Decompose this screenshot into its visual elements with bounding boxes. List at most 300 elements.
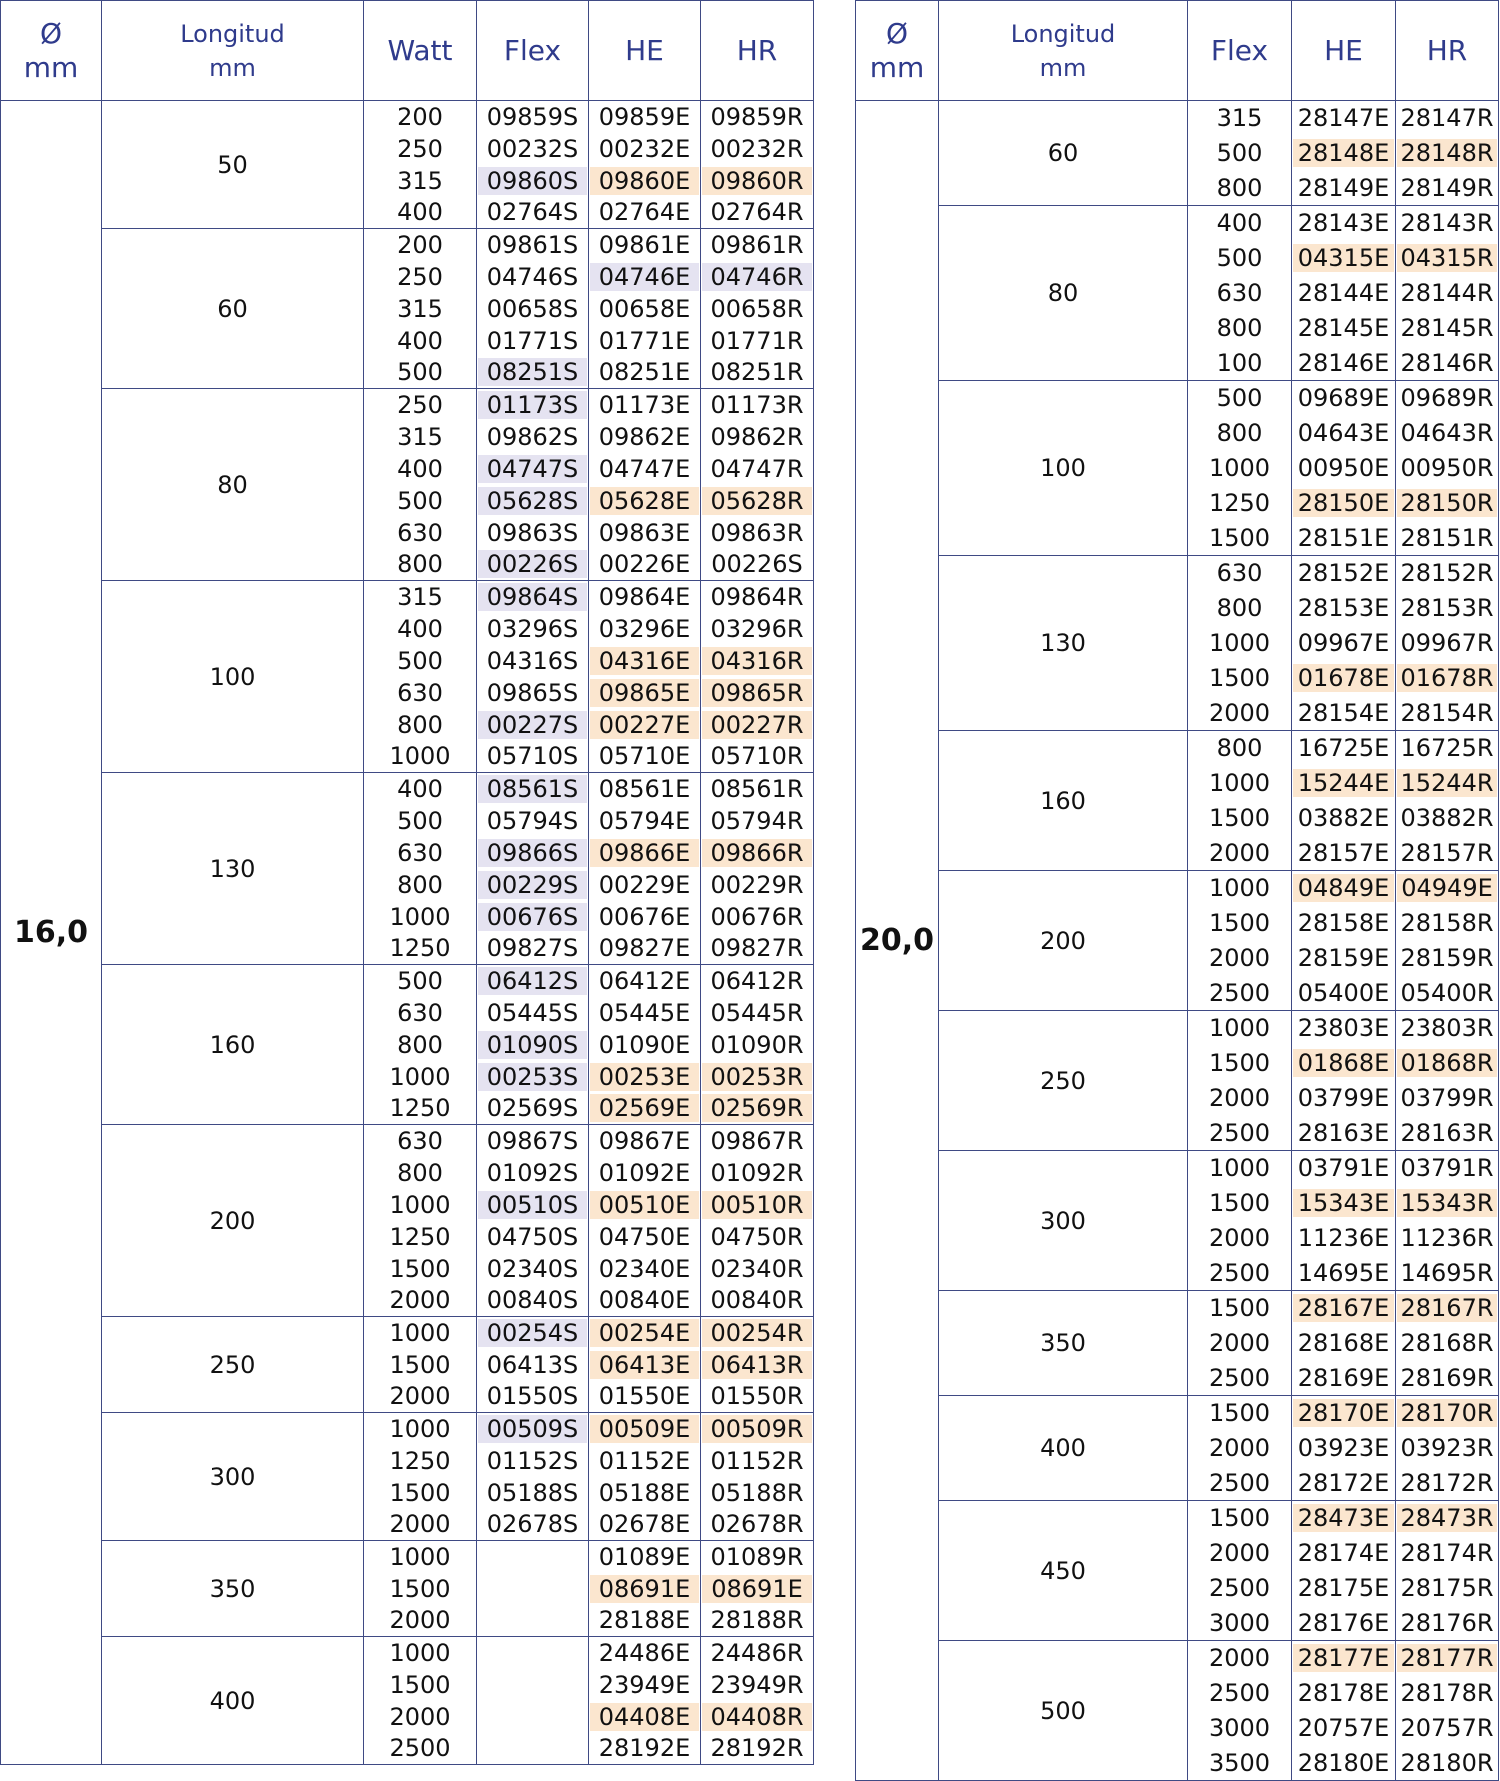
watt-value: 200	[397, 102, 443, 131]
flex-value: 500	[1216, 384, 1263, 413]
he-value: 09859E	[598, 102, 691, 131]
watt-value: 1000	[389, 1638, 451, 1667]
he-cell	[589, 165, 701, 197]
he-cell	[1292, 661, 1396, 696]
flex-value: 2000	[1208, 1434, 1271, 1462]
hr-cell	[1396, 1676, 1499, 1711]
hr-cell	[701, 293, 814, 325]
length-cell: 250	[939, 1011, 1188, 1151]
flex-cell	[1188, 311, 1292, 346]
watt-value: 500	[397, 646, 443, 675]
flex-cell	[1188, 381, 1292, 416]
length-cell: 500	[939, 1641, 1188, 1781]
table-row	[1, 229, 814, 261]
flex-cell	[477, 1445, 589, 1477]
flex-value: 00840S	[486, 1286, 579, 1315]
hr-cell	[1396, 556, 1499, 591]
he-cell	[1292, 171, 1396, 206]
watt-value: 2000	[389, 1286, 451, 1315]
flex-value: 500	[1216, 244, 1263, 272]
header-diameter-unit: mm	[23, 50, 79, 84]
he-cell	[589, 613, 701, 645]
hr-cell	[1396, 1396, 1499, 1431]
hr-value: 28172R	[1400, 1468, 1494, 1497]
flex-value: 01771S	[486, 326, 579, 355]
he-cell	[1292, 1221, 1396, 1256]
flex-cell	[477, 837, 589, 869]
watt-value: 1250	[389, 1094, 451, 1123]
he-value: 05794E	[598, 806, 691, 835]
watt-cell	[364, 1669, 477, 1701]
watt-cell	[364, 1221, 477, 1253]
hr-value: 03296R	[710, 614, 804, 643]
flex-cell	[477, 1349, 589, 1381]
hr-value: 05794R	[710, 806, 804, 835]
watt-value: 250	[397, 390, 443, 419]
he-cell	[1292, 1431, 1396, 1466]
watt-cell	[364, 1605, 477, 1637]
flex-cell	[1188, 206, 1292, 241]
flex-value: 400	[1216, 209, 1263, 238]
he-value: 00509E	[590, 1415, 699, 1443]
hr-value: 28147R	[1400, 104, 1494, 133]
header-flex: Flex	[1188, 1, 1292, 101]
hr-value: 14695R	[1400, 1258, 1494, 1287]
header-diameter-symbol: Ø	[885, 16, 909, 50]
he-cell	[1292, 276, 1396, 311]
hr-cell	[701, 1637, 814, 1669]
he-cell	[589, 773, 701, 805]
hr-cell	[701, 1253, 814, 1285]
hr-value: 28148R	[1397, 139, 1497, 167]
hr-cell	[1396, 941, 1499, 976]
hr-cell	[1396, 1536, 1499, 1571]
flex-cell	[477, 1605, 589, 1637]
flex-cell	[1188, 1291, 1292, 1326]
table-row	[856, 871, 1499, 906]
flex-value: 09859S	[486, 102, 579, 131]
he-cell	[1292, 521, 1396, 556]
flex-value: 800	[1216, 594, 1263, 622]
length-cell: 130	[102, 773, 364, 965]
flex-cell	[477, 133, 589, 165]
hr-value: 02678R	[710, 1510, 804, 1539]
hr-cell	[701, 197, 814, 229]
watt-cell	[364, 869, 477, 901]
he-cell	[1292, 871, 1396, 906]
watt-value: 630	[397, 518, 443, 547]
flex-cell	[1188, 1396, 1292, 1431]
he-cell	[589, 1605, 701, 1637]
flex-cell	[1188, 276, 1292, 311]
he-cell	[589, 261, 701, 293]
hr-cell	[1396, 1361, 1499, 1396]
watt-value: 800	[397, 1030, 443, 1059]
he-cell	[1292, 801, 1396, 836]
hr-value: 09827R	[710, 934, 804, 963]
watt-cell	[364, 1733, 477, 1765]
length-cell: 350	[939, 1291, 1188, 1396]
he-value: 28153E	[1297, 594, 1390, 622]
flex-value: 1500	[1208, 1189, 1271, 1217]
watt-cell	[364, 1701, 477, 1733]
watt-cell	[364, 293, 477, 325]
he-value: 03882E	[1297, 804, 1390, 832]
table-row	[856, 556, 1499, 591]
flex-value: 02764S	[486, 198, 579, 227]
hr-cell	[701, 1061, 814, 1093]
hr-cell	[1396, 1501, 1499, 1536]
length-cell: 250	[102, 1317, 364, 1413]
he-cell	[589, 581, 701, 613]
watt-cell	[364, 1541, 477, 1573]
watt-value: 400	[397, 774, 443, 803]
watt-cell	[364, 1317, 477, 1349]
hr-cell	[701, 1733, 814, 1765]
he-cell	[1292, 906, 1396, 941]
he-cell	[1292, 311, 1396, 346]
header-he: HE	[589, 1, 701, 101]
watt-cell	[364, 357, 477, 389]
flex-cell	[477, 1157, 589, 1189]
flex-value: 2000	[1208, 944, 1271, 972]
he-cell	[1292, 1256, 1396, 1291]
he-cell	[1292, 1746, 1396, 1781]
he-cell	[1292, 731, 1396, 766]
flex-cell	[477, 261, 589, 293]
flex-value: 05445S	[486, 998, 579, 1027]
hr-value: 28169R	[1400, 1363, 1494, 1392]
he-value: 06412E	[598, 966, 691, 995]
he-value: 05445E	[598, 998, 691, 1027]
flex-value: 01152S	[486, 1446, 579, 1475]
he-value: 05710E	[598, 742, 691, 771]
hr-value: 04746R	[702, 263, 812, 291]
watt-value: 800	[397, 550, 443, 579]
he-cell	[1292, 1151, 1396, 1186]
watt-cell	[364, 1573, 477, 1605]
flex-cell	[1188, 1711, 1292, 1746]
he-value: 28144E	[1297, 279, 1390, 307]
hr-cell	[1396, 521, 1499, 556]
hr-value: 09863R	[710, 518, 804, 547]
watt-cell	[364, 1381, 477, 1413]
he-value: 09866E	[590, 839, 699, 867]
hr-cell	[701, 773, 814, 805]
he-cell	[589, 1349, 701, 1381]
hr-value: 28163R	[1400, 1118, 1494, 1147]
flex-cell	[1188, 1571, 1292, 1606]
flex-value: 1500	[1208, 523, 1271, 552]
he-cell	[589, 805, 701, 837]
watt-cell	[364, 1413, 477, 1445]
he-value: 28157E	[1297, 838, 1390, 867]
flex-value: 04316S	[486, 646, 579, 675]
hr-value: 23803R	[1400, 1014, 1494, 1043]
flex-value: 1250	[1208, 489, 1271, 517]
flex-value: 05794S	[486, 806, 579, 835]
he-cell	[589, 549, 701, 581]
he-value: 28170E	[1293, 1399, 1394, 1427]
watt-value: 630	[397, 998, 443, 1027]
hr-value: 28159R	[1400, 944, 1494, 972]
flex-cell	[477, 517, 589, 549]
watt-cell	[364, 517, 477, 549]
watt-cell	[364, 645, 477, 677]
watt-value: 630	[397, 838, 443, 867]
flex-value: 09862S	[486, 422, 579, 451]
flex-cell	[1188, 171, 1292, 206]
he-value: 01771E	[598, 326, 691, 355]
flex-value: 2500	[1208, 1118, 1271, 1147]
hr-value: 08561R	[710, 774, 804, 803]
he-value: 28151E	[1297, 523, 1390, 552]
watt-value: 1500	[389, 1350, 451, 1379]
flex-cell	[477, 1669, 589, 1701]
hr-value: 28167R	[1397, 1294, 1497, 1322]
hr-cell	[701, 1541, 814, 1573]
flex-cell	[477, 1317, 589, 1349]
hr-cell	[1396, 731, 1499, 766]
flex-cell	[477, 1381, 589, 1413]
header-length-unit: mm	[209, 53, 256, 82]
flex-cell	[1188, 241, 1292, 276]
hr-value: 02340R	[710, 1254, 804, 1283]
he-value: 08691E	[590, 1575, 699, 1603]
he-value: 00658E	[598, 294, 691, 323]
he-value: 05400E	[1297, 978, 1390, 1007]
flex-value: 2000	[1208, 1084, 1271, 1112]
hr-value: 00658R	[710, 294, 804, 323]
length-cell: 80	[102, 389, 364, 581]
hr-value: 23949R	[710, 1670, 804, 1699]
flex-cell	[1188, 1501, 1292, 1536]
flex-cell	[477, 293, 589, 325]
he-value: 09863E	[598, 518, 691, 547]
he-value: 09865E	[590, 679, 699, 707]
flex-cell	[1188, 101, 1292, 136]
he-cell	[589, 1253, 701, 1285]
table-row	[856, 1641, 1499, 1676]
hr-value: 06412R	[710, 966, 804, 995]
header-length	[939, 1, 1188, 101]
hr-value: 09867R	[710, 1126, 804, 1155]
hr-cell	[1396, 1081, 1499, 1116]
flex-cell	[1188, 521, 1292, 556]
flex-cell	[477, 965, 589, 997]
he-value: 03799E	[1297, 1084, 1390, 1112]
table-row	[1, 1541, 814, 1573]
hr-cell	[701, 1125, 814, 1157]
he-value: 05628E	[590, 487, 699, 515]
watt-cell	[364, 165, 477, 197]
hr-cell	[701, 325, 814, 357]
hr-cell	[1396, 661, 1499, 696]
flex-cell	[477, 485, 589, 517]
he-value: 23949E	[598, 1670, 691, 1699]
flex-value: 3500	[1208, 1748, 1271, 1777]
watt-cell	[364, 581, 477, 613]
he-cell	[1292, 1361, 1396, 1396]
hr-value: 00229R	[710, 870, 804, 899]
flex-cell	[1188, 1256, 1292, 1291]
flex-cell	[477, 869, 589, 901]
flex-value: 09861S	[486, 230, 579, 259]
hr-cell	[701, 357, 814, 389]
table-row	[1, 1125, 814, 1157]
he-cell	[589, 453, 701, 485]
flex-value: 04750S	[486, 1222, 579, 1251]
flex-value: 05710S	[486, 742, 579, 771]
hr-cell	[1396, 381, 1499, 416]
hr-cell	[701, 581, 814, 613]
hr-value: 28151R	[1400, 523, 1494, 552]
hr-cell	[1396, 1431, 1499, 1466]
hr-cell	[1396, 136, 1499, 171]
watt-value: 400	[397, 326, 443, 355]
watt-cell	[364, 1349, 477, 1381]
he-value: 28150E	[1293, 489, 1394, 517]
watt-cell	[364, 421, 477, 453]
flex-value: 1500	[1208, 804, 1271, 832]
header-diameter	[1, 1, 102, 101]
table-row	[1, 1413, 814, 1445]
watt-value: 1250	[389, 1222, 451, 1251]
hr-cell	[701, 229, 814, 261]
right-parts-table	[855, 0, 1499, 1781]
he-cell	[1292, 626, 1396, 661]
flex-cell	[1188, 556, 1292, 591]
flex-value: 01173S	[478, 391, 587, 419]
he-cell	[1292, 1711, 1396, 1746]
hr-value: 05188R	[710, 1478, 804, 1507]
watt-cell	[364, 101, 477, 133]
length-cell: 450	[939, 1501, 1188, 1641]
he-cell	[589, 1669, 701, 1701]
hr-cell	[701, 1317, 814, 1349]
hr-value: 09967R	[1400, 629, 1494, 657]
hr-cell	[701, 1509, 814, 1541]
flex-cell	[1188, 1011, 1292, 1046]
flex-value: 315	[1216, 104, 1263, 133]
hr-value: 28154R	[1400, 698, 1494, 727]
watt-value: 2000	[389, 1510, 451, 1539]
he-cell	[589, 741, 701, 773]
flex-cell	[1188, 976, 1292, 1011]
hr-cell	[701, 709, 814, 741]
watt-value: 500	[397, 358, 443, 387]
flex-cell	[477, 581, 589, 613]
flex-value: 09827S	[486, 934, 579, 963]
he-value: 04315E	[1293, 244, 1394, 272]
hr-cell	[701, 869, 814, 901]
flex-value: 03296S	[486, 614, 579, 643]
he-value: 01550E	[598, 1382, 691, 1411]
flex-value: 00253S	[478, 1063, 587, 1091]
flex-cell	[477, 709, 589, 741]
he-value: 04643E	[1297, 419, 1390, 447]
he-value: 02764E	[598, 198, 691, 227]
hr-value: 08691E	[702, 1575, 812, 1603]
hr-cell	[701, 1189, 814, 1221]
hr-cell	[701, 645, 814, 677]
watt-value: 1250	[389, 1446, 451, 1475]
he-cell	[589, 997, 701, 1029]
watt-value: 315	[397, 294, 443, 323]
flex-value: 1500	[1208, 664, 1271, 692]
he-value: 09862E	[598, 422, 691, 451]
flex-value: 09864S	[478, 583, 587, 611]
he-cell	[589, 101, 701, 133]
he-cell	[589, 1477, 701, 1509]
flex-cell	[477, 933, 589, 965]
watt-cell	[364, 613, 477, 645]
he-value: 01089E	[598, 1542, 691, 1571]
hr-cell	[701, 1381, 814, 1413]
flex-cell	[1188, 1046, 1292, 1081]
watt-value: 315	[397, 166, 443, 195]
hr-cell	[1396, 871, 1499, 906]
he-cell	[1292, 381, 1396, 416]
flex-cell	[1188, 1536, 1292, 1571]
hr-cell	[701, 1669, 814, 1701]
he-cell	[1292, 346, 1396, 381]
flex-cell	[1188, 696, 1292, 731]
he-value: 09860E	[590, 167, 699, 195]
flex-cell	[1188, 1326, 1292, 1361]
hr-cell	[701, 1701, 814, 1733]
watt-value: 200	[397, 230, 443, 259]
hr-cell	[701, 1029, 814, 1061]
he-value: 08251E	[598, 358, 691, 387]
he-cell	[589, 325, 701, 357]
flex-cell	[477, 1253, 589, 1285]
watt-value: 1000	[389, 1542, 451, 1571]
hr-value: 09862R	[710, 422, 804, 451]
flex-value: 02569S	[486, 1094, 579, 1123]
flex-value: 00254S	[478, 1319, 587, 1347]
he-cell	[1292, 766, 1396, 801]
hr-value: 28150R	[1397, 489, 1497, 517]
hr-value: 02764R	[710, 198, 804, 227]
flex-value: 04747S	[478, 455, 587, 483]
flex-cell	[477, 325, 589, 357]
hr-value: 01173R	[710, 390, 804, 419]
hr-value: 11236R	[1400, 1224, 1494, 1252]
hr-value: 15343R	[1397, 1189, 1497, 1217]
flex-value: 2000	[1208, 1539, 1271, 1567]
he-cell	[1292, 136, 1396, 171]
he-value: 15244E	[1293, 769, 1394, 797]
hr-value: 28176R	[1400, 1608, 1494, 1637]
hr-cell	[1396, 906, 1499, 941]
hr-cell	[701, 1093, 814, 1125]
he-cell	[589, 1541, 701, 1573]
he-cell	[1292, 836, 1396, 871]
diameter-cell: 16,0	[1, 101, 102, 1765]
he-cell	[1292, 241, 1396, 276]
hr-value: 02569R	[702, 1094, 812, 1122]
he-cell	[589, 357, 701, 389]
flex-value: 1500	[1208, 909, 1271, 937]
he-cell	[1292, 101, 1396, 136]
hr-cell	[701, 1157, 814, 1189]
length-cell: 50	[102, 101, 364, 229]
watt-value: 500	[397, 966, 443, 995]
flex-cell	[1188, 1606, 1292, 1641]
flex-cell	[477, 101, 589, 133]
watt-value: 315	[397, 582, 443, 611]
